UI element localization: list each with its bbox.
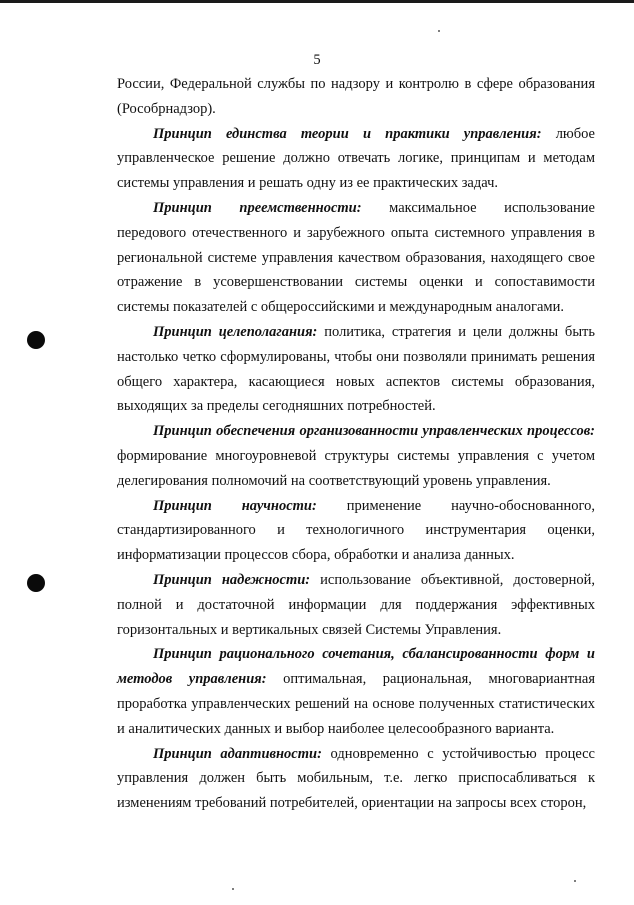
paragraph — [117, 568, 595, 642]
binder-hole-top — [27, 331, 45, 349]
paragraph-text: максимальное использование передового отечественного и зарубежного опыта системного управления в региональной системе управления качеством образования, находящего свое отражение в усовершенствовании системы оценки и сопоставимости системы показателей с общероссийскими и международным аналогами. — [117, 199, 595, 316]
principle-term: Принцип целеполагания: — [153, 323, 318, 340]
paragraph — [117, 72, 595, 122]
paragraph-text: формирование многоуровневой структуры системы управления с учетом делегирования полномочий на соответствующий уровень управления. — [117, 447, 595, 489]
principle-term: Принцип обеспечения организованности управленческих процессов: — [153, 423, 595, 440]
principle-term: Принцип преемственности: — [153, 199, 362, 216]
scan-speck — [574, 880, 576, 882]
page-number: 5 — [313, 52, 321, 68]
paragraph-text: оптимальная, рациональная, многовариантная проработка управленческих решений на основе полученных статистических и аналитических данных и выбор наиболее целесообразного варианта. — [117, 671, 595, 737]
paragraph — [117, 742, 595, 816]
paragraph-text: России, Федеральной службы по надзору и контролю в сфере образования (Рособрнадзор). — [117, 76, 595, 117]
paragraph-text: применение научно-обоснованного, стандартизированного и технологичного инструментария оценки, информатизации процессов сбора, обработки и анализа данных. — [117, 497, 595, 564]
paragraph — [117, 122, 595, 196]
paragraph — [117, 320, 595, 419]
paragraph — [117, 419, 595, 493]
paragraph — [117, 494, 595, 568]
paragraph — [117, 196, 595, 320]
principle-term: Принцип единства теории и практики управления: — [153, 125, 542, 142]
paragraph-text: любое управленческое решение должно отвечать логике, принципам и методам системы управления и решать одну из ее практических задач. — [117, 125, 595, 192]
principle-term: Принцип рационального сочетания, сбалансированности форм и методов управления: — [117, 646, 595, 688]
principle-term: Принцип научности: — [153, 497, 317, 514]
paragraph-text: использование объективной, достоверной, полной и достаточной информации для поддержания эффективных горизонтальных и вертикальных связей Системы Управления. — [117, 571, 595, 638]
paragraph-text: политика, стратегия и цели должны быть настолько четко сформулированы, чтобы они позволяли принимать решения общего характера, касающиеся новых аспектов системы образования, выходящих за пределы сегодняшних потребностей. — [117, 323, 596, 415]
scan-top-edge — [0, 0, 634, 3]
document-body — [117, 72, 595, 816]
scan-speck — [438, 30, 440, 32]
principle-term: Принцип надежности: — [153, 571, 311, 588]
scan-speck — [232, 888, 234, 890]
principle-term: Принцип адаптивности: — [153, 745, 322, 762]
paragraph-text: одновременно с устойчивостью процесс управления должен быть мобильным, т.е. легко приспосабливаться к изменениям требований потребителей, ориентации на запросы всех сторон, — [117, 745, 595, 812]
paragraph — [117, 642, 595, 741]
binder-hole-bottom — [27, 574, 45, 592]
